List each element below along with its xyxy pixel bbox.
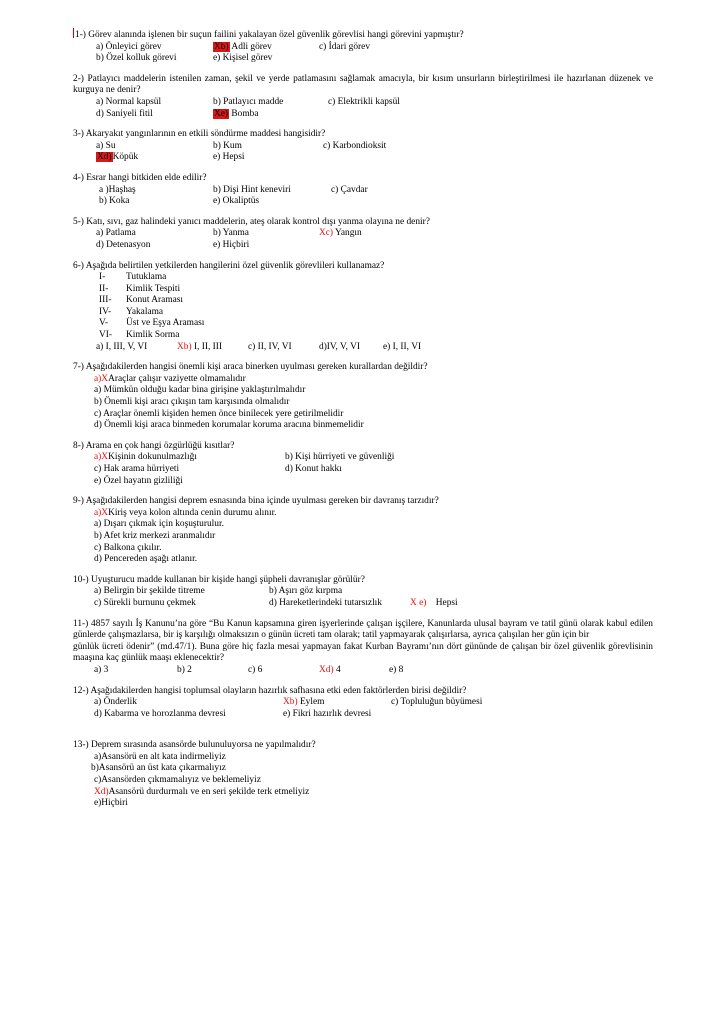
option-d: Xd) 4 xyxy=(319,664,341,675)
option-e: e)Hiçbiri xyxy=(94,798,128,809)
question-8-stem: 8-) Arama en çok hangi özgürlüğü kısıtlar? xyxy=(73,440,235,451)
question-1 xyxy=(73,28,653,65)
option-d: b) Koka xyxy=(99,196,130,207)
option-d: d) Konut hakkı xyxy=(285,464,342,474)
question-1-options-row1 xyxy=(73,42,653,54)
question-12-options-row1 xyxy=(73,697,653,709)
question-11 xyxy=(73,619,653,677)
option-b: b) Önemli kişi aracı çıkışın tam karşısında olmalıdır xyxy=(94,397,290,408)
question-4-options-row2 xyxy=(73,196,653,208)
option-b: Xb) I, II, III xyxy=(177,341,223,352)
option-c: c) Karbondioksit xyxy=(323,140,387,151)
question-1-stem: 1-) Görev alanında işlenen bir suçun failini yakalayan özel güvenlik görevlisi hangi görevini yapmıştır? xyxy=(75,30,464,40)
question-4 xyxy=(73,173,653,208)
option-a: a) 3 xyxy=(94,664,109,675)
option-b: b) Yanma xyxy=(213,228,249,239)
question-13 xyxy=(73,740,653,810)
answer-mark: Xd) xyxy=(94,786,109,797)
answer-mark: Xd) xyxy=(97,152,112,163)
question-11-stem-cont: günlük ücreti ödenir” (md.47/1). Buna göre hiç fazla mesai yapmayan fakat Kurban Bayramı’nın dört gününde de çalışan bir özel güvenlik görevlisinin maaşına kaç günlük maaşı eklenecektir? xyxy=(73,641,653,664)
question-12-options-row2 xyxy=(73,709,653,721)
option-c: c) II, IV, VI xyxy=(248,341,292,352)
option-a: a) Normal kapsül xyxy=(96,96,162,107)
option-b: Xb) Eylem xyxy=(283,697,325,708)
answer-mark: Xb) xyxy=(177,341,192,352)
question-5-options-row1 xyxy=(73,228,653,240)
roman-item: VI- Kimlik Sorma xyxy=(99,330,180,341)
question-13-stem: 13-) Deprem sırasında asansörde bulunuluyorsa ne yapılmalıdır? xyxy=(73,740,316,751)
option-a: a) I, III, V, VI xyxy=(96,341,148,352)
option-d: b) Özel kolluk görevi xyxy=(96,53,177,64)
question-7 xyxy=(73,362,653,432)
option-e: e) Özel hayatın gizliliği xyxy=(94,475,183,486)
option-e: e) Okaliptüs xyxy=(213,196,260,207)
question-4-options-row1 xyxy=(73,185,653,197)
roman-item: I- Tutuklama xyxy=(99,272,167,283)
option-e: Xe) Bomba xyxy=(214,108,259,119)
option-a: a) Önderlik xyxy=(94,697,137,708)
question-10-options-row1 xyxy=(73,586,653,598)
option-b: b) Kişi hürriyeti ve güvenliği xyxy=(285,452,395,463)
question-10-stem: 10-) Uyuşturucu madde kullanan bir kişide hangi şüpheli davranışlar görülür? xyxy=(73,574,365,585)
option-c: c) Araçlar önemli kişiden hemen önce binilecek yere getirilmelidir xyxy=(94,408,344,419)
option-a: a )Haşhaş xyxy=(99,184,136,195)
option-c: c) Hak arama hürriyeti xyxy=(94,464,180,474)
option-a: a)Asansörü en alt kata indirmeliyiz xyxy=(94,751,226,762)
option-a: a)XKişinin dokunulmazlığı xyxy=(94,452,197,463)
text-cursor xyxy=(73,28,74,38)
question-11-stem: 11-) 4857 sayılı İş Kanunu’na göre “Bu Kanun kapsamına giren işyerlerinde çalışan işçilere, Kanunlarda ulusal bayram ve tatil günü olarak kabul edilen günlerde çalışmazlarsa, bir iş karşılığı olmaksızın o günün ücreti tam olarak; tatil yapmayarak çalışırlarsa, ayrıca çalışılan her gün için bir xyxy=(73,618,653,641)
question-2-stem: 2-) Patlayıcı maddelerin istenilen zaman, şekil ve yerde patlamasını sağlamak amacıyla, bir kısım unsurların birleştirilmesi ile hazırlanan düzenek ve kurguya ne denir? xyxy=(73,73,653,96)
option-c: c) Balkona çıkılır. xyxy=(94,542,162,553)
question-8-options-row2 xyxy=(73,464,653,476)
question-3 xyxy=(73,129,653,164)
roman-item: III- Konut Araması xyxy=(99,295,184,306)
option-e: X e) Hepsi xyxy=(410,597,458,608)
question-10-options-row2 xyxy=(73,598,653,610)
option-b: b)Asansörü an üst kata çıkarmalıyız xyxy=(91,763,226,774)
question-3-stem: 3-) Akaryakıt yangınlarının en etkili söndürme maddesi hangisidir? xyxy=(73,129,326,140)
option-d: Xd)Asansörü durdurmalı ve en seri şekilde terk etmeliyiz xyxy=(94,786,310,797)
option-e: e) Hepsi xyxy=(213,152,245,163)
option-b: Xb) Adli görev xyxy=(214,41,272,52)
option-b: b) Afet kriz merkezi aranmalıdır xyxy=(94,530,216,541)
option-e: e) Hiçbiri xyxy=(213,239,250,250)
question-7-stem: 7-) Aşağıdakilerden hangisi önemli kişi araca binerken uyulması gereken kurallardan değildir? xyxy=(73,362,428,373)
question-6-stem: 6-) Aşağıda belirtilen yetkilerden hangilerini özel güvenlik görevlileri kullanamaz? xyxy=(73,260,385,271)
exam-page xyxy=(73,28,653,819)
roman-item: II- Kimlik Tespiti xyxy=(99,283,181,294)
question-3-options-row2 xyxy=(73,152,653,164)
option-a: a) Patlama xyxy=(96,228,136,239)
option-c: c) Sürekli burnunu çekmek xyxy=(94,597,196,608)
marked-answer: a)XKiriş veya kolon altında cenin durumu alınır. xyxy=(94,507,277,518)
question-1-options-row2 xyxy=(73,53,653,65)
option-d: d) Kabarma ve horozlanma devresi xyxy=(94,708,226,719)
option-d: Xd)Köpük xyxy=(97,152,139,163)
answer-mark: Xb) xyxy=(283,697,298,708)
question-12-stem: 12-) Aşağıdakilerden hangisi toplumsal olayların hazırlık safhasına etki eden faktörlerden birisi değildir? xyxy=(73,685,467,696)
question-10 xyxy=(73,575,653,610)
question-8-options-row1 xyxy=(73,452,653,464)
question-6-options xyxy=(73,342,653,354)
option-c: c) Çavdar xyxy=(331,184,368,195)
roman-item: IV- Yakalama xyxy=(99,306,164,317)
option-b: b) Aşırı göz kırpma xyxy=(269,586,343,597)
question-6 xyxy=(73,261,653,354)
question-2 xyxy=(73,74,653,120)
option-b: b) Patlayıcı madde xyxy=(213,96,284,107)
question-8-options-row3 xyxy=(73,476,653,488)
answer-mark: Xe) xyxy=(214,108,229,119)
question-5-options-row2 xyxy=(73,240,653,252)
option-d: d) Hareketlerindeki tutarsızlık xyxy=(269,597,382,608)
option-e: e) Kişisel görev xyxy=(213,53,273,64)
roman-item: V- Üst ve Eşya Araması xyxy=(99,318,205,329)
option-a: a) Önleyici görev xyxy=(96,41,162,52)
option-e: e) Fikri hazırlık devresi xyxy=(283,708,372,719)
question-11-options xyxy=(73,665,653,677)
question-3-options-row1 xyxy=(73,141,653,153)
answer-mark: X e) xyxy=(410,597,427,608)
option-a: a) Belirgin bir şekilde titreme xyxy=(94,586,205,597)
question-12 xyxy=(73,686,653,721)
answer-mark: Xd) xyxy=(319,664,334,675)
option-a: a) Dışarı çıkmak için koşuşturulur. xyxy=(94,519,224,530)
option-d: d) Pencereden aşağı atlanır. xyxy=(94,554,198,565)
option-c: c) İdari görev xyxy=(319,41,371,52)
question-2-options-row1 xyxy=(73,97,653,109)
option-b: b) 2 xyxy=(177,664,192,675)
option-e: e) I, II, VI xyxy=(383,341,422,352)
question-4-stem: 4-) Esrar hangi bitkiden elde edilir? xyxy=(73,172,207,183)
answer-mark: a)X xyxy=(94,507,109,518)
option-c: Xc) Yangın xyxy=(319,228,362,239)
question-9 xyxy=(73,496,653,566)
question-8 xyxy=(73,441,653,487)
option-b: b) Dişi Hint keneviri xyxy=(213,184,291,195)
marked-answer: a)XAraçlar çalışır vaziyette olmamalıdır xyxy=(94,373,246,384)
option-c: c)Asansörden çıkmamalıyız ve beklemeliyiz xyxy=(94,775,261,786)
option-b: b) Kum xyxy=(213,140,242,151)
answer-mark: Xc) xyxy=(319,228,334,239)
answer-mark: a)X xyxy=(94,452,109,463)
question-9-stem: 9-) Aşağıdakilerden hangisi deprem esnasında bina içinde uyulması gereken bir davranış tarzıdır? xyxy=(73,496,439,507)
answer-mark: a)X xyxy=(94,373,109,384)
question-5 xyxy=(73,217,653,252)
question-2-options-row2 xyxy=(73,109,653,121)
option-d: d) Önemli kişi araca binmeden korumalar koruma aracına binmemelidir xyxy=(94,420,364,431)
option-c: c) Topluluğun büyümesi xyxy=(391,697,483,708)
option-c: c) Elektrikli kapsül xyxy=(328,96,400,107)
answer-mark: Xb) xyxy=(214,41,229,52)
option-e: e) 8 xyxy=(389,664,404,675)
option-d: d)IV, V, VI xyxy=(319,341,360,352)
question-5-stem: 5-) Katı, sıvı, gaz halindeki yanıcı maddelerin, ateş olarak kontrol dışı yanma olayına ne denir? xyxy=(73,216,430,227)
option-a: a) Su xyxy=(96,140,116,151)
option-d: d) Detenasyon xyxy=(96,239,151,250)
option-c: c) 6 xyxy=(248,664,263,675)
option-d: d) Saniyeli fitil xyxy=(96,108,153,119)
option-a: a) Mümkün olduğu kadar bina girişine yaklaştırılmalıdır xyxy=(94,385,306,396)
